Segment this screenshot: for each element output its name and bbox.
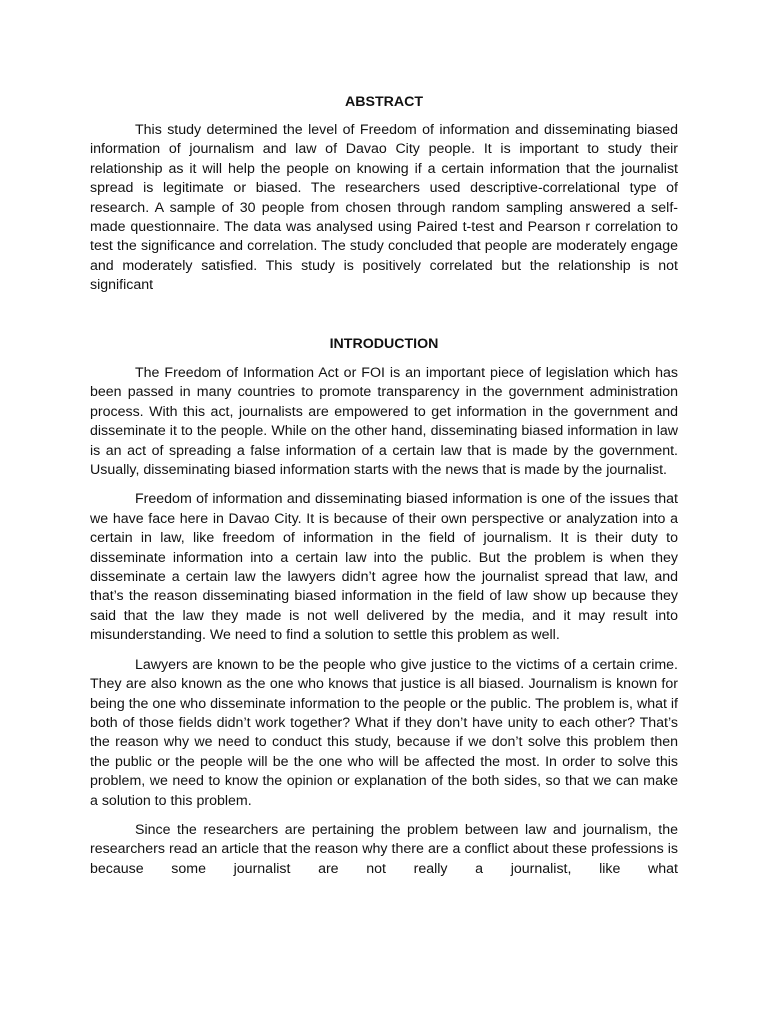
introduction-paragraph-1: The Freedom of Information Act or FOI is an important piece of legislation which has been passed in many countries to promote transparency in the government administration process. With this act, journalists are empowered to get information in the government and disseminate it to the people. While on the other hand, disseminating biased information in law is an act of spreading a false information of a certain law that is made by the government. Usually, disseminating biased information starts with the news that is made by the journalist. xyxy=(90,365,678,479)
abstract-heading: ABSTRACT xyxy=(344,94,424,110)
introduction-paragraph-3: Lawyers are known to be the people who give justice to the victims of a certain crime. They are also known as the one who knows that justice is all biased. Journalism is known for being the one who disseminate information to the people or the public. The problem is, what if both of those fields didn’t work together? What if they don’t have unity to each other? That’s the reason why we need to conduct this study, because if we don’t solve this problem then the public or the people will be the one who will be affected the most. In order to solve this problem, we need to know the opinion or explanation of the both sides, so that we can make a solution to this problem. xyxy=(90,656,678,809)
introduction-paragraph-4: Since the researchers are pertaining the problem between law and journalism, the researchers read an article that the reason why there are a conflict about these professions is because some journalist are not really a journalist, like what xyxy=(90,821,678,877)
document-page xyxy=(90,0,678,1024)
introduction-paragraph-2: Freedom of information and disseminating biased information is one of the issues that we have face here in Davao City. It is because of their own perspective or analyzation into a certain in law, like freedom of information in the field of journalism. It is their duty to disseminate information into a certain law into the public. But the problem is when they disseminate a certain law the lawyers didn’t agree how the journalist spread that law, and that’s the reason disseminating biased information in the field of law show up because they said that the law they made is not well delivered by the media, and it may result into misunderstanding. We need to find a solution to settle this problem as well. xyxy=(90,491,678,644)
abstract-paragraph: This study determined the level of Freedom of information and disseminating biased information of journalism and law of Davao City people. It is important to study their relationship as it will help the people on knowing if a certain information that the journalist spread is legitimate or biased. The researchers used descriptive-correlational type of research. A sample of 30 people from chosen through random sampling answered a self-made questionnaire. The data was analysed using Paired t-test and Pearson r correlation to test the significance and correlation. The study concluded that people are moderately engage and moderately satisfied. This study is positively correlated but the relationship is not significant xyxy=(90,122,678,294)
introduction-heading: INTRODUCTION xyxy=(329,336,439,352)
introduction-body xyxy=(90,364,678,879)
